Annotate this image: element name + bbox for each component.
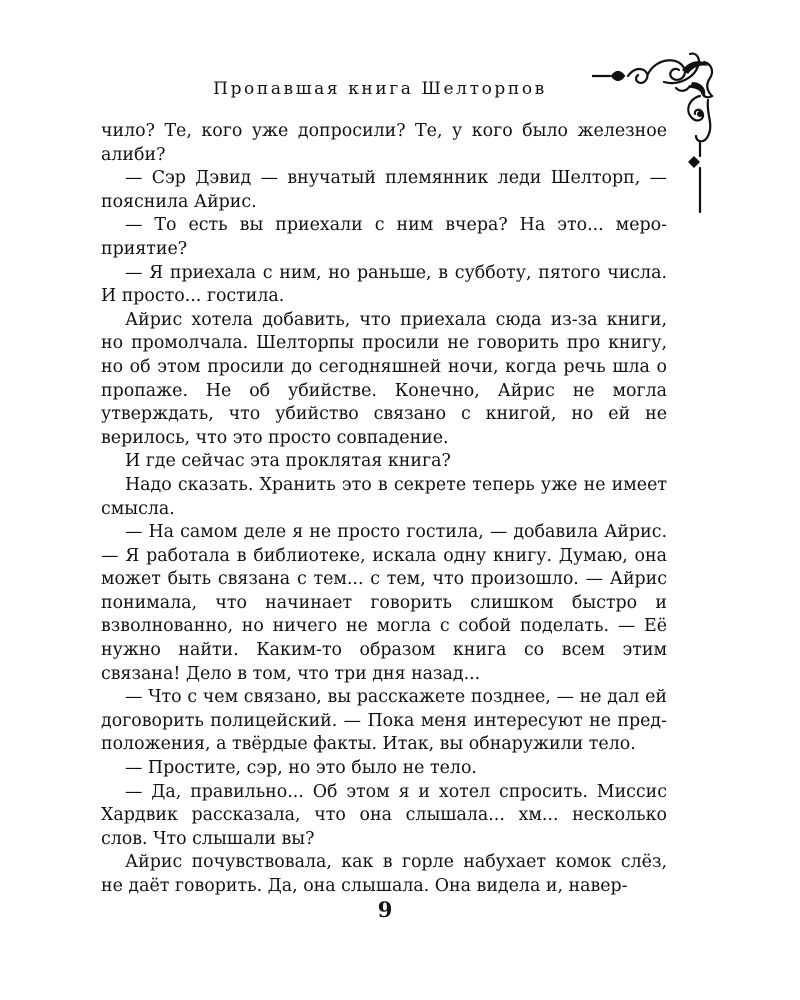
body-text [101, 120, 667, 899]
paragraph: — Я приехала с ним, но раньше, в субботу, пятого числа. И просто... гостила. [101, 262, 667, 307]
paragraph: — Да, правильно... Об этом я и хотел спросить. Миссис Хардвик рассказала, что она слышала... хм... несколько слов. Что слышали вы? [101, 781, 667, 849]
paragraph: Айрис почувствовала, как в горле набухает комок слёз, не даёт говорить. Да, она слышала. Она видела и, навер- [101, 852, 667, 896]
paragraph: — Что с чем связано, вы расскажете позднее, — не дал ей договорить полицейский. — Пока меня интересуют не предположения, а твёрдые факты. Итак, вы обнаружили тело. [101, 687, 667, 755]
paragraph: Надо сказать. Хранить это в секрете теперь уже не имеет смысла. [101, 474, 667, 519]
running-head-title: Пропавшая книга Шелторпов [213, 79, 547, 99]
paragraph: — Простите, сэр, но это было не тело. [125, 758, 477, 779]
page-number: 9 [377, 897, 393, 922]
paragraph: — Сэр Дэвид — внучатый племянник леди Шелторп, — пояснила Айрис. [101, 168, 667, 212]
paragraph: — На самом деле я не просто гостила, — добавила Айрис. — Я работала в библиотеке, искала одну книгу. Думаю, она может быть связана с тем... с тем, что произошло. — Айрис понимала, что начинает говорить слишком быстро и взволнованно, но ничего не могла с собой поделать. — Её нужно найти. Каким-то образом книга со всем этим связана! Дело в том, что три дня назад... [101, 522, 667, 684]
paragraph: чило? Те, кого уже допросили? Те, у кого было железное алиби? [101, 121, 667, 165]
paragraph: — То есть вы приехали с ним вчера? На это... мероприятие? [101, 215, 667, 259]
paragraph: И где сейчас эта проклятая книга? [125, 451, 451, 472]
paragraph: Айрис хотела добавить, что приехала сюда из-за книги, но промолчала. Шелторпы просили не говорить про книгу, но об этом просили до сегодняшней ночи, когда речь шла о пропаже. Не об убийстве. Конечно, Айрис не могла утверждать, что убийство связано с книгой, но ей не верилось, что это просто совпадение. [101, 309, 667, 448]
